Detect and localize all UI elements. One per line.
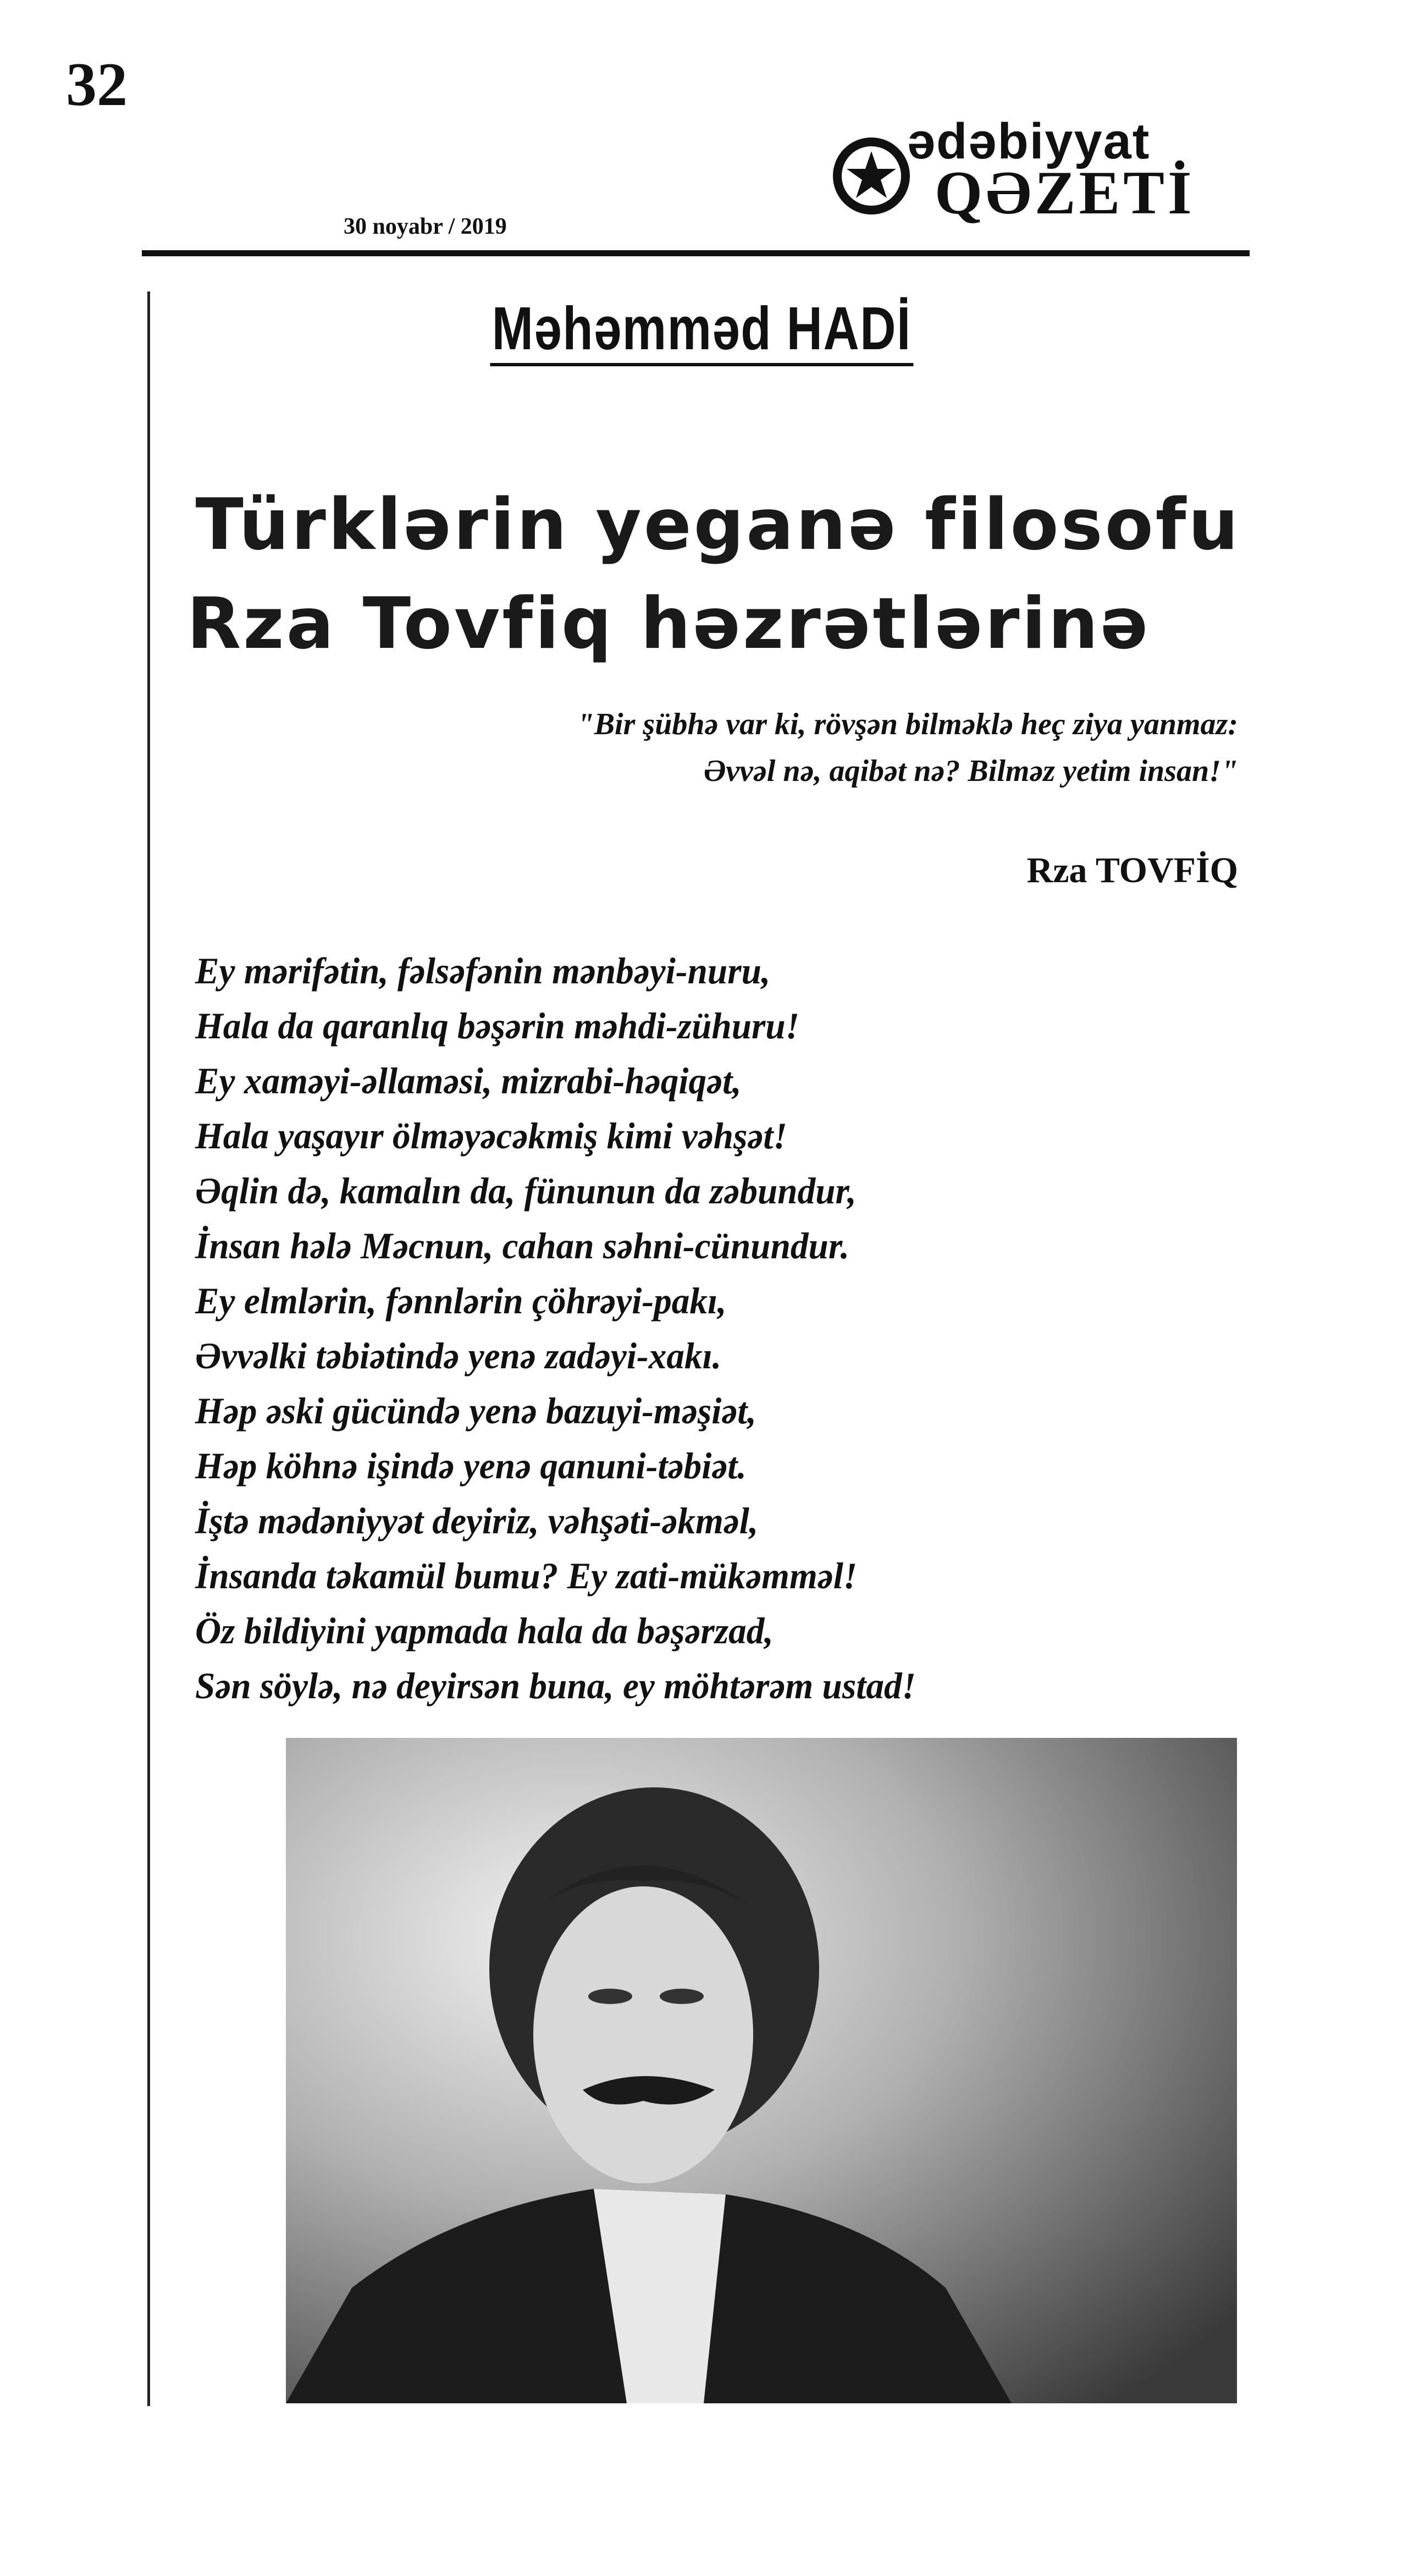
- article-title-line-2: Rza Tovfiq həzrətlərinə: [186, 583, 1151, 665]
- article-title-line-1: Türklərin yeganə filosofu: [195, 484, 1241, 566]
- portrait-photo: [286, 1738, 1237, 2403]
- article-author: [0, 297, 1403, 366]
- poem-line: Əvvəlki təbiətində yenə zadəyi-xakı.: [195, 1335, 722, 1377]
- poem-line: Hala da qaranlıq bəşərin məhdi-zühuru!: [195, 1005, 800, 1047]
- epigraph-author: Rza TOVFİQ: [1026, 850, 1238, 890]
- header-divider: [142, 250, 1250, 256]
- poem-line: Ey elmlərin, fənnlərin çöhrəyi-pakı,: [195, 1280, 727, 1322]
- newspaper-logo: [825, 113, 1198, 228]
- page-number: 32: [66, 51, 128, 119]
- poem-body: [195, 943, 946, 1713]
- poem-line: Öz bildiyini yapmada hala da bəşərzad,: [195, 1610, 774, 1652]
- logo-emblem-icon: [830, 135, 913, 217]
- issue-date: 30 noyabr / 2019: [344, 214, 507, 239]
- portrait-image: [286, 1738, 1237, 2403]
- logo-text-line1: ədəbiyyat: [907, 113, 1151, 169]
- poem-line: İnsan hələ Məcnun, cahan səhni-cünundur.: [195, 1225, 849, 1267]
- poem-line: Ey mərifətin, fəlsəfənin mənbəyi-nuru,: [195, 950, 771, 992]
- poem-line: Həp köhnə işində yenə qanuni-təbiət.: [195, 1445, 747, 1487]
- logo-text-line2: QƏZETİ: [935, 159, 1195, 227]
- poem-line: İştə mədəniyyət deyiriz, vəhşəti-əkməl,: [195, 1500, 759, 1542]
- author-name: Məhəmməd HADİ: [490, 297, 913, 366]
- epigraph-line-2: Əvvəl nə, aqibət nə? Bilməz yetim insan!": [703, 754, 1238, 788]
- poem-line: Həp əski gücündə yenə bazuyi-məşiət,: [195, 1390, 756, 1432]
- poem-line: İnsanda təkamül bumu? Ey zati-mükəmməl!: [195, 1555, 858, 1597]
- epigraph-line-1: "Bir şübhə var ki, rövşən bilməklə heç ziya yanmaz:: [577, 707, 1238, 741]
- poem-line: Hala yaşayır ölməyəcəkmiş kimi vəhşət!: [195, 1115, 787, 1157]
- poem-line: Əqlin də, kamalın da, fünunun da zəbundur,: [195, 1170, 857, 1212]
- poem-line: Ey xaməyi-əllaməsi, mizrabi-həqiqət,: [195, 1060, 742, 1102]
- poem-line: Sən söylə, nə deyirsən buna, ey möhtərəm ustad!: [195, 1665, 916, 1707]
